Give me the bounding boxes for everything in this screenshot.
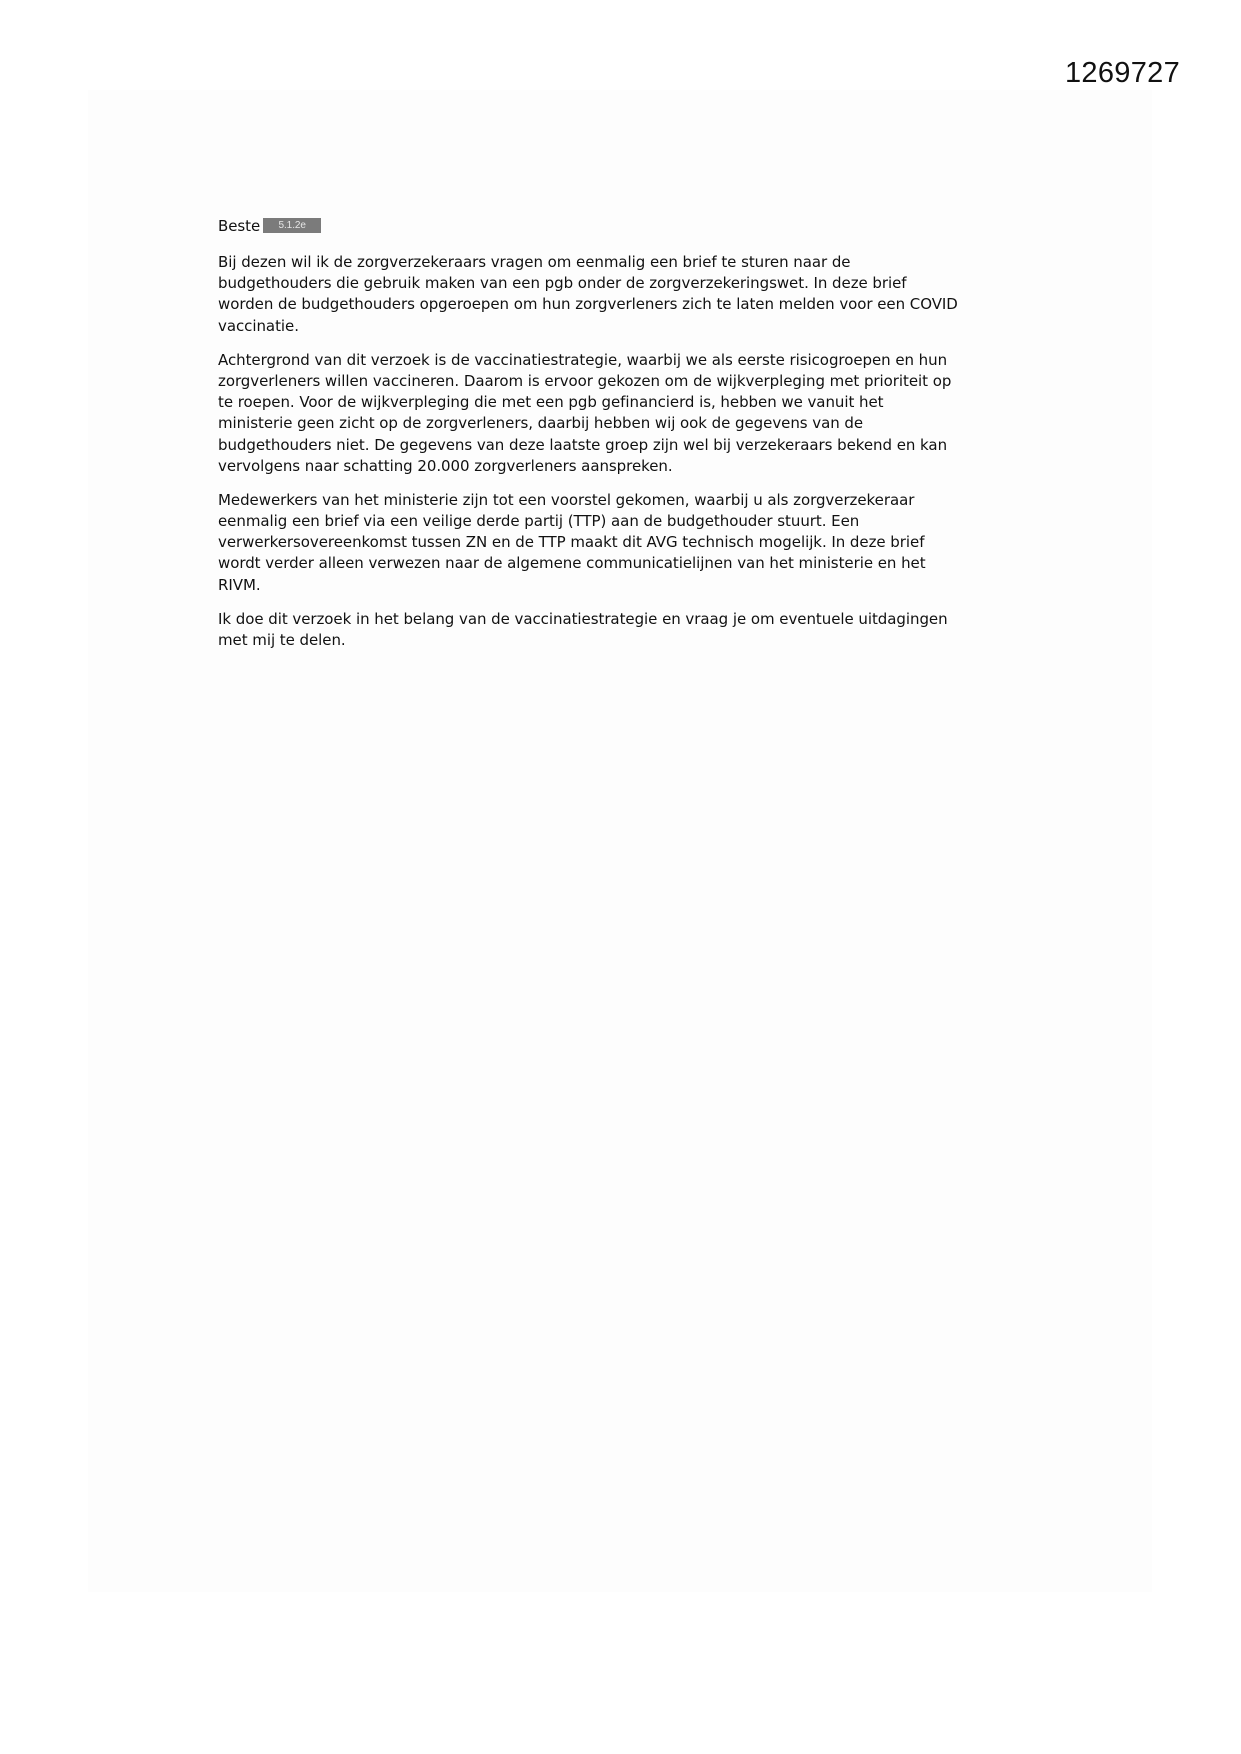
text-line: Medewerkers van het ministerie zijn tot een voorstel gekomen, waarbij u als zorgverzekeraar bbox=[218, 490, 915, 509]
text-line: Bij dezen wil ik de zorgverzekeraars vragen om eenmalig een brief te sturen naar de bbox=[218, 253, 851, 271]
redaction-box: 5.1.2e bbox=[263, 218, 321, 233]
text-line: budgethouders niet. De gegevens van deze laatste groep zijn wel bij verzekeraars bekend en kan bbox=[218, 435, 948, 454]
paragraph-3 bbox=[218, 490, 1048, 596]
text-line: Achtergrond van dit verzoek is de vaccinatiestrategie, waarbij we als eerste risicogroepen en hun bbox=[218, 350, 948, 369]
paragraph-1 bbox=[218, 252, 1048, 337]
paragraph-4 bbox=[218, 609, 1048, 651]
text-line: worden de budgethouders opgeroepen om hun zorgverleners zich te laten melden voor een COVID bbox=[218, 295, 958, 314]
salutation bbox=[218, 216, 1048, 238]
text-line: RIVM. bbox=[218, 575, 261, 594]
text-line: zorgverleners willen vaccineren. Daarom is ervoor gekozen om de wijkverpleging met prioriteit op bbox=[218, 371, 952, 390]
text-line: wordt verder alleen verwezen naar de algemene communicatielijnen van het ministerie en het bbox=[218, 554, 926, 573]
paragraph-2 bbox=[218, 350, 1048, 477]
text-line: vervolgens naar schatting 20.000 zorgverleners aanspreken. bbox=[218, 456, 673, 475]
text-line: vaccinatie. bbox=[218, 316, 299, 335]
text-line: te roepen. Voor de wijkverpleging die met een pgb gefinancierd is, hebben we vanuit het bbox=[218, 393, 884, 412]
text-line: eenmalig een brief via een veilige derde partij (TTP) aan de budgethouder stuurt. Een bbox=[218, 512, 860, 531]
text-line: Ik doe dit verzoek in het belang van de vaccinatiestrategie en vraag je om eventuele uitdagingen bbox=[218, 609, 948, 628]
text-line: ministerie geen zicht op de zorgverleners, daarbij hebben wij ook de gegevens van de bbox=[218, 414, 864, 433]
letter-body bbox=[218, 216, 1048, 664]
text-line: met mij te delen. bbox=[218, 631, 346, 649]
text-line: verwerkersovereenkomst tussen ZN en de TTP maakt dit AVG technisch mogelijk. In deze brief bbox=[218, 533, 925, 552]
text-line: budgethouders die gebruik maken van een pgb onder de zorgverzekeringswet. In deze brief bbox=[218, 274, 907, 293]
document-number: 1269727 bbox=[1065, 57, 1180, 89]
salutation-word: Beste bbox=[218, 217, 261, 236]
